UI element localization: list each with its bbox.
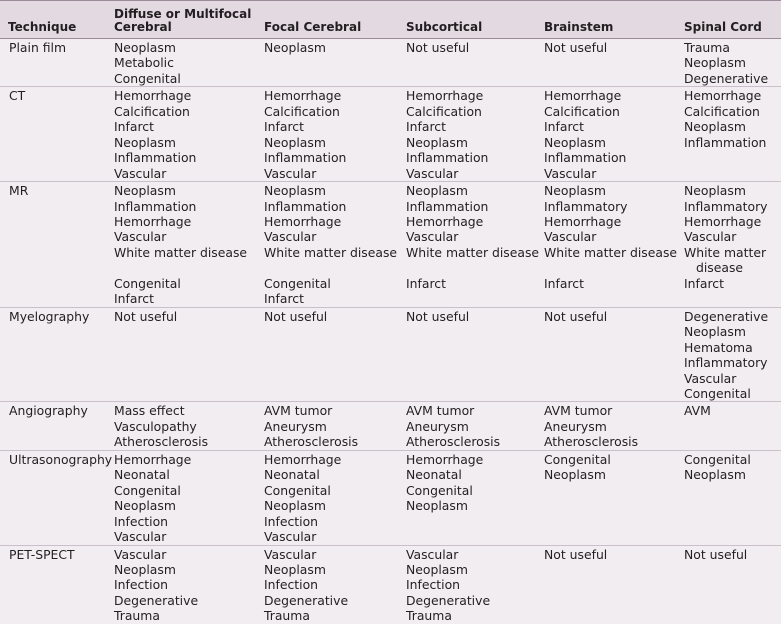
- table-row: [0, 545, 781, 624]
- cell-line: Neonatal: [264, 467, 320, 483]
- cell-line: Inflammatory: [544, 198, 628, 214]
- subcortical-cell: [406, 39, 544, 87]
- cell-line: Infarct: [544, 119, 584, 135]
- cell-line: Vascular: [264, 165, 317, 181]
- focal-cell: [264, 450, 406, 545]
- cell-line: Inflammatory: [684, 198, 768, 214]
- cell-line: Neoplasm: [544, 183, 606, 199]
- cell-line: Vascular: [684, 229, 737, 245]
- cell-line: Neoplasm: [114, 40, 176, 55]
- cell-line: Metabolic: [114, 55, 174, 71]
- brainstem-cell: [544, 182, 684, 308]
- cell-line: [114, 260, 264, 275]
- focal-cell: [264, 402, 406, 450]
- subcortical-cell: [406, 402, 544, 450]
- cell-line: Neoplasm: [406, 561, 468, 577]
- cell-line: Inflammation: [684, 134, 767, 150]
- cell-line: Inflammation: [264, 198, 347, 214]
- cell-line: Trauma: [114, 608, 160, 624]
- cell-line: Neoplasm: [114, 183, 176, 199]
- cell-line: Not useful: [264, 308, 328, 324]
- header-technique: Technique: [0, 1, 114, 39]
- cell-line: Neoplasm: [544, 467, 606, 483]
- cell-line: AVM tumor: [264, 403, 333, 419]
- cell-line: Degenerative: [264, 592, 349, 608]
- focal-cell: [264, 182, 406, 308]
- cell-line: White matter: [684, 244, 767, 260]
- header-subcortical: Subcortical: [406, 1, 544, 39]
- cell-line: Vascular: [114, 229, 167, 245]
- spinal-cell: [684, 402, 781, 450]
- cell-line: Vascular: [264, 229, 317, 245]
- cell-line: [264, 260, 406, 275]
- cell-line: Atherosclerosis: [264, 434, 359, 450]
- diffuse-cell: [114, 87, 264, 182]
- cell-line: Hemorrhage: [114, 213, 192, 229]
- cell-line: Calcification: [406, 103, 482, 119]
- subcortical-cell: [406, 182, 544, 308]
- cell-line: Neoplasm: [684, 183, 746, 199]
- cell-line: Congenital: [264, 482, 331, 498]
- cell-line: Congenital: [114, 70, 181, 86]
- cell-line: Infarct: [264, 119, 304, 135]
- cell-line: [544, 260, 684, 275]
- brainstem-cell: [544, 545, 684, 624]
- spinal-cell: [684, 87, 781, 182]
- cell-line: Vascular: [264, 546, 317, 562]
- cell-line: Infarct: [544, 275, 584, 291]
- diffuse-cell: [114, 307, 264, 402]
- cell-line: Inflammation: [406, 150, 489, 166]
- cell-line: Degenerative: [684, 308, 769, 324]
- brainstem-cell: [544, 307, 684, 402]
- cell-line: disease: [696, 260, 744, 276]
- subcortical-cell: [406, 545, 544, 624]
- cell-line: Infection: [264, 577, 319, 593]
- cell-line: Infection: [114, 577, 169, 593]
- cell-line: Hemorrhage: [684, 213, 762, 229]
- cell-line: Vascular: [264, 529, 317, 545]
- cell-line: Neoplasm: [406, 498, 468, 514]
- cell-line: Vascular: [684, 370, 737, 386]
- cell-line: Infarct: [684, 275, 724, 291]
- cell-line: Hemorrhage: [544, 213, 622, 229]
- diffuse-cell: [114, 545, 264, 624]
- cell-line: Neoplasm: [264, 498, 326, 514]
- cell-line: Hemorrhage: [114, 88, 192, 104]
- cell-line: Infarct: [406, 119, 446, 135]
- technique-cell: Myelography: [0, 307, 114, 402]
- subcortical-cell: [406, 307, 544, 402]
- table-row: [0, 39, 781, 87]
- brainstem-cell: [544, 87, 684, 182]
- technique-cell: Angiography: [0, 402, 114, 450]
- cell-line: Neoplasm: [114, 134, 176, 150]
- cell-line: Aneurysm: [406, 418, 469, 434]
- cell-line: Not useful: [544, 546, 608, 562]
- header-diffuse-cerebral: Diffuse or Multifocal Cerebral: [114, 1, 264, 39]
- cell-line: White matter disease: [406, 244, 540, 260]
- cell-line: Not useful: [114, 308, 178, 324]
- cell-line: Vascular: [114, 529, 167, 545]
- cell-line: Infection: [406, 577, 461, 593]
- technique-cell: Plain film: [0, 39, 114, 87]
- cell-line: White matter disease: [114, 244, 248, 260]
- spinal-cell: [684, 182, 781, 308]
- cell-line: Atherosclerosis: [114, 434, 209, 450]
- brainstem-cell: [544, 450, 684, 545]
- cell-line: Not useful: [406, 40, 470, 55]
- technique-cell: Ultrasonography: [0, 450, 114, 545]
- cell-line: Hemorrhage: [544, 88, 622, 104]
- cell-line: Hemorrhage: [406, 88, 484, 104]
- cell-line: Neoplasm: [114, 498, 176, 514]
- focal-cell: [264, 39, 406, 87]
- cell-line: Calcification: [684, 103, 760, 119]
- cell-line: Vascular: [544, 165, 597, 181]
- cell-line: Degenerative: [114, 592, 199, 608]
- diffuse-cell: [114, 450, 264, 545]
- focal-cell: [264, 87, 406, 182]
- cell-line: Neoplasm: [684, 467, 746, 483]
- technique-cell: CT: [0, 87, 114, 182]
- spinal-cell: [684, 39, 781, 87]
- cell-line: Neoplasm: [684, 55, 746, 71]
- cell-line: Not useful: [406, 308, 470, 324]
- cell-line: Vascular: [406, 546, 459, 562]
- cell-line: Inflammation: [114, 150, 197, 166]
- table-row: [0, 402, 781, 450]
- cell-line: Infection: [114, 513, 169, 529]
- cell-line: Degenerative: [406, 592, 491, 608]
- cell-line: Neoplasm: [264, 183, 326, 199]
- cell-line: Congenital: [114, 275, 181, 291]
- spinal-cell: [684, 450, 781, 545]
- cell-line: AVM tumor: [544, 403, 613, 419]
- table-row: [0, 450, 781, 545]
- cell-line: Congenital: [264, 275, 331, 291]
- cell-line: Neoplasm: [264, 134, 326, 150]
- cell-line: Neoplasm: [684, 324, 746, 340]
- diffuse-cell: [114, 39, 264, 87]
- cell-line: Neoplasm: [544, 134, 606, 150]
- table-row: [0, 182, 781, 308]
- focal-cell: [264, 307, 406, 402]
- cell-line: Congenital: [114, 482, 181, 498]
- cell-line: Vascular: [544, 229, 597, 245]
- cell-line: Congenital: [406, 482, 473, 498]
- cell-line: Neoplasm: [406, 183, 468, 199]
- technique-cell: PET-SPECT: [9, 546, 75, 562]
- cell-line: Not useful: [684, 546, 748, 562]
- spinal-cell: [684, 545, 781, 624]
- cell-line: Infarct: [114, 291, 154, 307]
- cell-line: Hemorrhage: [264, 451, 342, 467]
- cell-line: AVM: [684, 403, 711, 419]
- cell-line: Hemorrhage: [114, 451, 192, 467]
- cell-line: Hemorrhage: [406, 213, 484, 229]
- cell-line: Inflammatory: [684, 355, 768, 371]
- cell-line: Inflammation: [114, 198, 197, 214]
- cell-line: Neoplasm: [406, 134, 468, 150]
- header-row: [0, 1, 781, 39]
- cell-line: Vascular: [406, 229, 459, 245]
- table-row: [0, 307, 781, 402]
- table-body: [0, 39, 781, 624]
- cell-line: Trauma: [684, 40, 730, 55]
- cell-line: Trauma: [406, 608, 452, 624]
- cell-line: Atherosclerosis: [544, 434, 639, 450]
- cell-line: Vascular: [114, 546, 167, 562]
- cell-line: Vasculopathy: [114, 418, 197, 434]
- cell-line: Inflammation: [264, 150, 347, 166]
- focal-cell: [264, 545, 406, 624]
- cell-line: Neonatal: [406, 467, 462, 483]
- cell-line: Congenital: [684, 385, 751, 401]
- cell-line: Infarct: [406, 275, 446, 291]
- cell-line: Hemorrhage: [684, 88, 762, 104]
- cell-line: Inflammation: [406, 198, 489, 214]
- cell-line: Hemorrhage: [406, 451, 484, 467]
- cell-line: Not useful: [544, 40, 608, 55]
- cell-line: Hematoma: [684, 339, 753, 355]
- cell-line: Calcification: [114, 103, 190, 119]
- cell-line: Hemorrhage: [264, 213, 342, 229]
- cell-line: Calcification: [544, 103, 620, 119]
- header-brainstem: Brainstem: [544, 1, 684, 39]
- cell-line: Vascular: [406, 165, 459, 181]
- cell-line: Congenital: [544, 451, 611, 467]
- cell-line: Neoplasm: [264, 561, 326, 577]
- spinal-cell: [684, 307, 781, 402]
- cell-line: Neoplasm: [684, 119, 746, 135]
- diffuse-cell: [114, 402, 264, 450]
- subcortical-cell: [406, 450, 544, 545]
- brainstem-cell: [544, 39, 684, 87]
- cell-line: Aneurysm: [544, 418, 607, 434]
- cell-line: Mass effect: [114, 403, 185, 419]
- cell-line: White matter disease: [544, 244, 678, 260]
- header-spinal-cord: Spinal Cord: [684, 1, 781, 39]
- technique-cell: MR: [0, 182, 114, 308]
- cell-line: Calcification: [264, 103, 340, 119]
- cell-line: Trauma: [264, 608, 310, 624]
- cell-line: AVM tumor: [406, 403, 475, 419]
- subcortical-cell: [406, 87, 544, 182]
- cell-line: Degenerative: [684, 70, 769, 86]
- cell-line: White matter disease: [264, 244, 398, 260]
- cell-line: Congenital: [684, 451, 751, 467]
- cell-line: Not useful: [544, 308, 608, 324]
- table-row: [0, 87, 781, 182]
- cell-line: Vascular: [114, 165, 167, 181]
- cell-line: Neoplasm: [264, 40, 326, 55]
- cell-line: Neoplasm: [114, 561, 176, 577]
- cell-line: [406, 260, 544, 275]
- header-focal-cerebral: Focal Cerebral: [264, 1, 406, 39]
- cell-line: Inflammation: [544, 150, 627, 166]
- cell-line: Infarct: [114, 119, 154, 135]
- cell-line: Hemorrhage: [264, 88, 342, 104]
- brainstem-cell: [544, 402, 684, 450]
- cell-line: Infarct: [264, 291, 304, 307]
- cell-line: Aneurysm: [264, 418, 327, 434]
- diffuse-cell: [114, 182, 264, 308]
- cell-line: Neonatal: [114, 467, 170, 483]
- cell-line: Atherosclerosis: [406, 434, 501, 450]
- cell-line: Infection: [264, 513, 319, 529]
